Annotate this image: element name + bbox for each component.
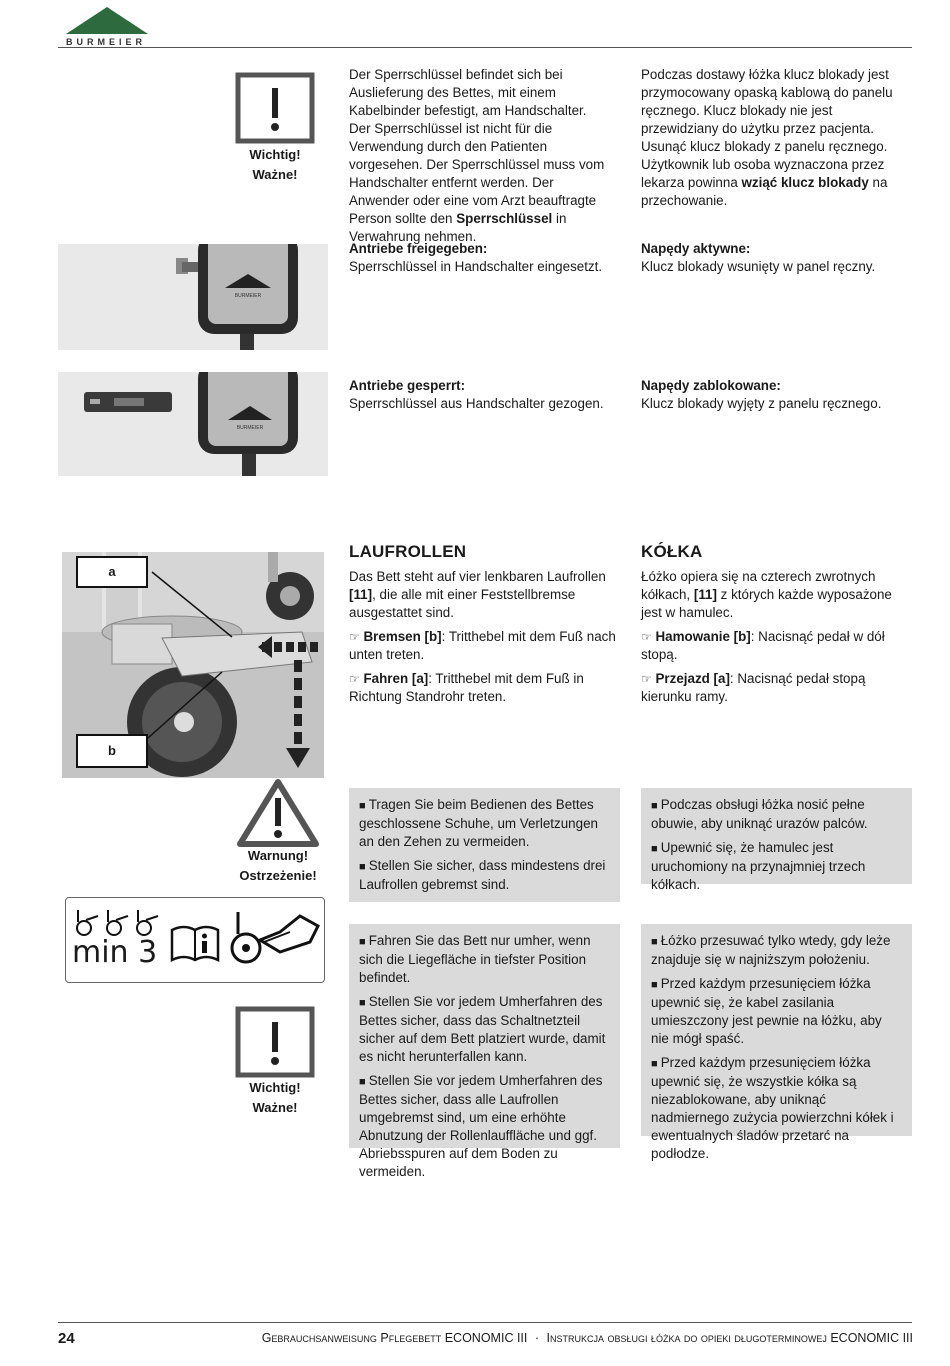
hand-pointer-icon: ☞ [349, 630, 360, 644]
svg-text:BURMEIER: BURMEIER [234, 293, 262, 299]
warning-triangle-icon [236, 778, 320, 848]
locked-text-de [349, 377, 611, 413]
enabled-text-pl [641, 240, 913, 276]
key-text-pl: Podczas dostawy łóżka klucz blokady jest przymocowany opaską kablową do panelu ręcznego. Klucz blokady nie jest przewidziany do użytku przez pacjenta. Usunąć klucz blokady z panelu ręcznego. Użytkownik lub osoba wyznaczona przez lekarza powinna wziąć klucz blokady na przechowanie. [641, 67, 893, 208]
important-item-de-1: ■ Fahren Sie das Bett nur umher, wenn sich die Liegefläche in tiefster Position befindet. [359, 932, 610, 987]
castor-image [62, 552, 324, 778]
svg-text:BURMEIER: BURMEIER [236, 425, 264, 431]
castors-heading-pl: KÓŁKA [641, 542, 703, 561]
warning-box-pl [641, 788, 912, 892]
callout-a: a [76, 556, 148, 588]
min3-label: min 3 [72, 935, 158, 970]
brand-name: BURMEIER [66, 37, 147, 47]
warning-label-de: Warnung! [247, 848, 309, 863]
exclamation-icon [235, 72, 315, 144]
hand-pointer-icon: ☞ [349, 672, 360, 686]
header [58, 0, 912, 50]
important-label-de: Wichtig! [249, 147, 301, 162]
warning-label-pl: Ostrzeżenie! [239, 868, 317, 883]
warning-item-de-1: ■ Tragen Sie beim Bedienen des Bettes geschlossene Schuhe, um Verletzungen an den Zehen zu vermeiden. [359, 796, 610, 851]
important-item-pl-2: ■ Przed każdym przesunięciem łóżka upewnić się, że kabel zasilania umieszczony jest pewnie na łóżku, aby nie mógł spaść. [651, 975, 902, 1048]
enabled-title-pl: Napędy aktywne: [641, 241, 751, 256]
locked-desc-de: Sperrschlüssel aus Handschalter gezogen. [349, 396, 604, 411]
important-item-de-3: ■ Stellen Sie vor jedem Umherfahren des Bettes sicher, dass alle Laufrollen umgebremst sind, um eine erhöhte Abnutzung der Rollenlauffläche und ggf. Abriebsspuren auf dem Boden zu vermeiden. [359, 1072, 610, 1181]
enabled-title-de: Antriebe freigegeben: [349, 241, 488, 256]
important-notice-2 [233, 1006, 317, 1126]
important-box-de [349, 924, 620, 1179]
castors-de: LAUFROLLEN Das Bett steht auf vier lenkbaren Laufrollen [11], die alle mit einer Feststellbremse ausgestattet sind. ☞ Bremsen [b]: Tritthebel mit dem Fuß nach unten treten. ☞ Fahren [a]: Tritthebel mit dem Fuß in Richtung Standrohr treten. [349, 542, 621, 706]
warning-notice [233, 778, 323, 888]
hand-pointer-icon: ☞ [641, 672, 652, 686]
castors-pl: KÓŁKA Łóżko opiera się na czterech zwrotnych kółkach, [11] z których każde wyposażone jest w hamulec. ☞ Hamowanie [b]: Nacisnąć pedał w dół stopą. ☞ Przejazd [a]: Nacisnąć pedał stopą kierunku ramy. [641, 542, 915, 706]
callout-b: b [76, 734, 148, 768]
hand-pointer-icon: ☞ [641, 630, 652, 644]
important-item-pl-1: ■ Łóżko przesuwać tylko wtedy, gdy leże znajduje się w najniższym położeniu. [651, 932, 902, 969]
important-box-pl [641, 924, 912, 1161]
footer-titles [245, 1331, 913, 1345]
warning-box-de [349, 788, 620, 902]
enabled-text-de [349, 240, 611, 276]
enabled-desc-de: Sperrschlüssel in Handschalter eingesetzt. [349, 259, 603, 274]
locked-title-pl: Napędy zablokowane: [641, 378, 781, 393]
locked-desc-pl: Klucz blokady wyjęty z panelu ręcznego. [641, 396, 882, 411]
castors-brake-icon [74, 908, 164, 938]
important-notice-1 [233, 72, 317, 192]
important-item-de-2: ■ Stellen Sie vor jedem Umherfahren des Bettes sicher, dass das Schaltnetzteil sicher auf dem Bett platziert wurde, damit es nicht herunterfallen kann. [359, 993, 610, 1066]
pictogram-box [65, 897, 325, 983]
warning-item-pl-1: ■ Podczas obsługi łóżka nosić pełne obuwie, aby uniknąć urazów palców. [651, 796, 902, 833]
manual-book-icon [170, 924, 220, 964]
foot-on-pedal-icon [230, 912, 322, 972]
enabled-desc-pl: Klucz blokady wsunięty w panel ręczny. [641, 259, 876, 274]
footer-title-de: Gebrauchsanweisung Pflegebett ECONOMIC III [261, 1331, 528, 1345]
warning-item-pl-2: ■ Upewnić się, że hamulec jest uruchomiony na przynajmniej trzech kółkach. [651, 839, 902, 894]
handset-key-removed-image [58, 372, 328, 476]
footer-rule [58, 1322, 912, 1323]
burmeier-logo-icon [66, 7, 148, 35]
castors-heading-de: LAUFROLLEN [349, 542, 467, 561]
warning-item-de-2: ■ Stellen Sie sicher, dass mindestens drei Laufrollen gebremst sind. [359, 857, 610, 894]
key-text-de: Der Sperrschlüssel befindet sich bei Auslieferung des Bettes, mit einem Kabelbinder befestigt, am Handschalter. Der Sperrschlüssel ist nicht für die Verwendung durch den Patienten vorgesehen. Der Sperrschlüssel muss vom Handschalter entfernt werden. Der Anwender oder eine vom Arzt beauftragte Person sollte den Sperrschlüssel in Verwahrung nehmen. [349, 67, 605, 244]
handset-key-inserted-image [58, 244, 328, 350]
header-rule [58, 47, 912, 48]
important-label-de-2: Wichtig! [249, 1080, 301, 1095]
footer-title-pl: Instrukcja obsługi łóżka do opieki długoterminowej ECONOMIC III [546, 1331, 913, 1345]
page-number: 24 [58, 1330, 75, 1347]
footer-separator: · [534, 1331, 540, 1345]
locked-title-de: Antriebe gesperrt: [349, 378, 466, 393]
exclamation-icon [235, 1006, 315, 1078]
important-label-pl: Ważne! [252, 167, 298, 182]
important-item-pl-3: ■ Przed każdym przesunięciem łóżka upewnić się, że wszystkie kółka są niezablokowane, aby uniknąć nadmiernego zużycia powierzchni kółek i ewentualnych śladów przetarć na podłodze. [651, 1054, 902, 1163]
important-label-pl-2: Ważne! [252, 1100, 298, 1115]
locked-text-pl [641, 377, 913, 413]
